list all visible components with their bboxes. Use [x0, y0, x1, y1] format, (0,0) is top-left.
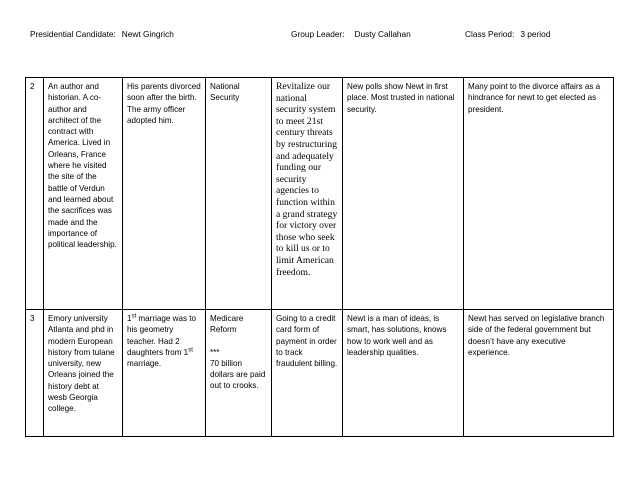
stance-cell: Going to a credit card form of payment in order to track fraudulent billing. [272, 310, 343, 437]
strengths-cell: New polls show Newt in first place. Most trusted in national security. [343, 78, 464, 310]
strengths-cell: Newt is a man of ideas, is smart, has solutions, knows how to work well and as leadership qualities. [343, 310, 464, 437]
weaknesses-cell: Many point to the divorce affairs as a hindrance for newt to get elected as president. [464, 78, 614, 310]
table-row [26, 310, 614, 437]
issue-title: Medicare Reform [210, 314, 244, 335]
superscript: st [131, 313, 137, 320]
class-period-label: Class Period: [465, 29, 515, 39]
text-segment: 1 [127, 314, 132, 323]
superscript: st [188, 347, 193, 354]
header-candidate [30, 29, 174, 39]
stance-cell: Revitalize our national security system to meet 21st century threats by restructuring and adequately funding our security agencies to function within a grand strategy for victory over those who seek to kill us or to limit American freedom. [272, 78, 343, 310]
issue-cell [206, 310, 272, 437]
issue-cell: National Security [206, 78, 272, 310]
header-group-leader [291, 29, 411, 39]
row-number: 2 [26, 78, 44, 310]
text-segment: marriage. [127, 359, 162, 369]
group-leader-value: Dusty Callahan [354, 29, 411, 39]
weaknesses-cell: Newt has served on legislative branch side of the federal government but doesn’t have any executive experience. [464, 310, 614, 437]
row-number: 3 [26, 310, 44, 437]
text-segment: marriage was to his geometry teacher. Had 2 daughters from 1 [127, 314, 197, 357]
issue-detail: 70 billion dollars are paid out to crooks. [210, 358, 266, 391]
background-cell: Emory university Atlanta and phd in modern European history from tulane university, new Orleans joined the history debt at wesb Georgia college. [44, 310, 123, 437]
personal-life-cell [123, 310, 206, 437]
header-class-period [465, 29, 550, 39]
table-row [26, 78, 614, 310]
background-cell: An author and historian. A co-author and architect of the contract with America. Lived in Orleans, France where he visited the site of the battle of Verdun and learned about the sacrifices was made and the importance of political leadership. [44, 78, 123, 310]
class-period-value: 3 period [520, 29, 551, 39]
group-leader-label: Group Leader: [291, 29, 345, 39]
issue-separator: *** [210, 347, 220, 357]
personal-life-cell: His parents divorced soon after the birth. The army officer adopted him. [123, 78, 206, 310]
candidate-label: Presidential Candidate: [30, 29, 116, 39]
candidate-value: Newt Gingrich [121, 29, 174, 39]
candidate-table [25, 77, 614, 437]
